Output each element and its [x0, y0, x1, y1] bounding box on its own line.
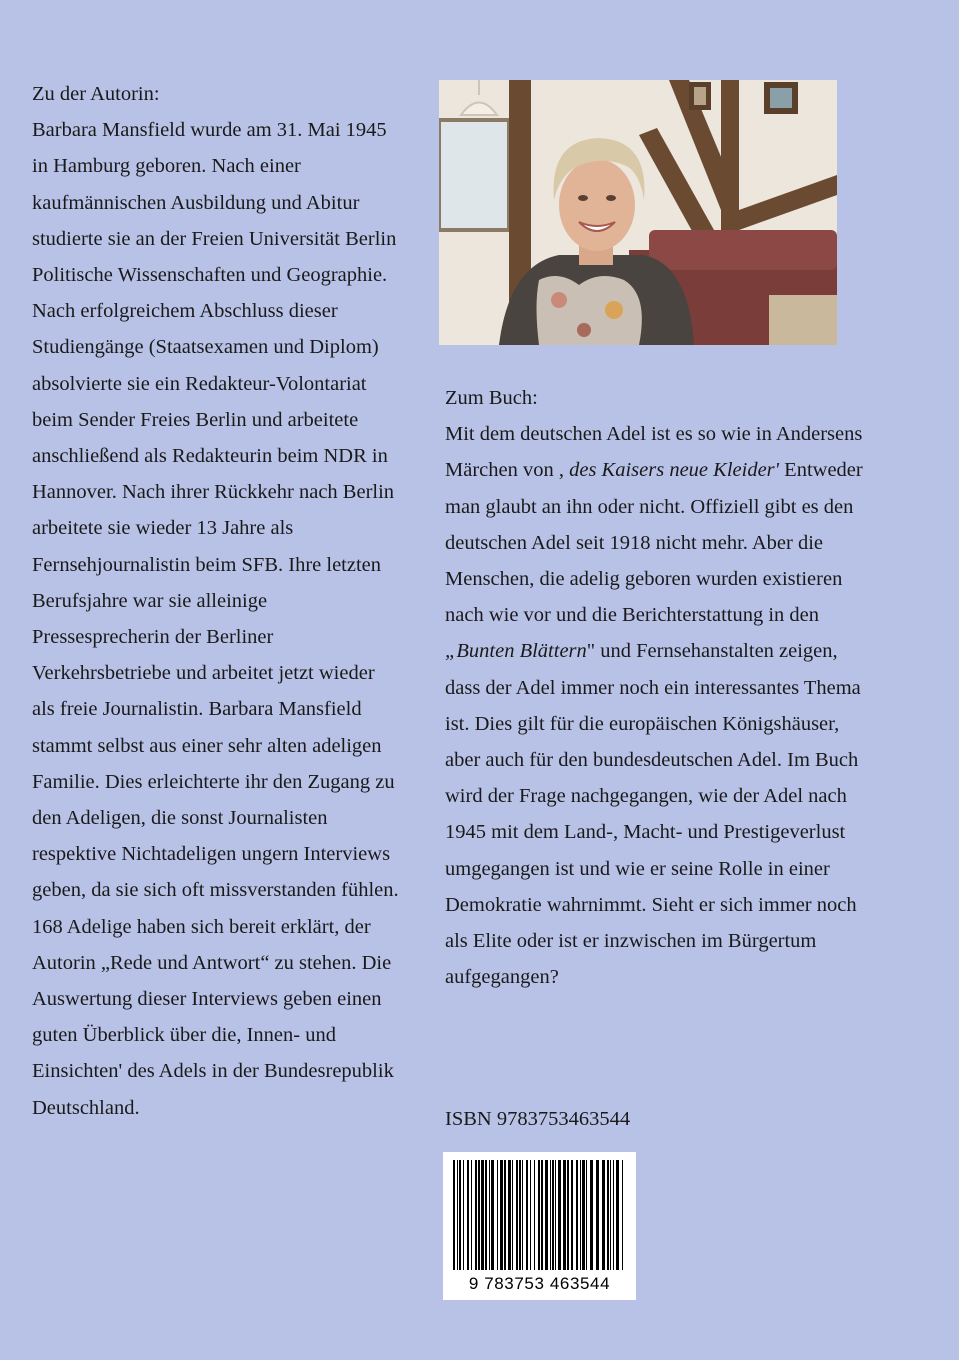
barcode-bar	[467, 1160, 469, 1270]
bunte-blaetter-reference: „Bunten Blättern	[445, 640, 587, 663]
barcode-bar	[613, 1160, 614, 1270]
author-text: Barbara Mansfield wurde am 31. Mai 1945 in Hamburg geboren. Nach einer kaufmännischen Ausbildung und Abitur studierte sie an der Freien Universität Berlin Politische Wissenschaften und Geographie. Nach erfolgreichem Abschluss dieser Studiengänge (Staatsexamen und Diplom) absolvierte sie ein Redakteur-Volontariat beim Sender Freies Berlin und arbeitete anschließend als Redakteurin beim NDR in Hannover. Nach ihrer Rückkehr nach Berlin arbeitete sie wieder 13 Jahre als Fernsehjournalistin beim SFB. Ihre letzten Berufsjahre war sie alleinige Pressesprecherin der Berliner Verkehrsbetriebe und arbeitet jetzt wieder als freie Journalistin. Barbara Mansfield stammt selbst aus einer sehr alten adeligen Familie. Dies erleichterte ihr den Zugang zu den Adeligen, die sonst Journalisten respektive Nichtadeligen ungern Interviews geben, da sie sich oft missverstanden fühlen. 168 Adelige haben sich bereit erklärt, der Autorin „Rede und Antwort“ zu stehen. Die Auswertung dieser Interviews geben einen guten Überblick über die, Innen- und Einsichten' des Adels in der Bundesrepublik Deutschland.	[32, 119, 399, 1119]
barcode-bar	[555, 1160, 556, 1270]
barcode-bar	[622, 1160, 623, 1270]
barcode-bar	[453, 1160, 455, 1270]
barcode-bar	[471, 1160, 472, 1270]
barcode-bar	[485, 1160, 487, 1270]
barcode-bar	[552, 1160, 554, 1270]
barcode-bar	[491, 1160, 494, 1270]
barcode-bar	[607, 1160, 609, 1270]
barcode-bar	[459, 1160, 461, 1270]
barcode-bar	[558, 1160, 561, 1270]
barcode-bar	[567, 1160, 569, 1270]
barcode-digits: 9 783753 463544	[468, 1274, 611, 1293]
barcode-bar	[576, 1160, 578, 1270]
barcode-bar	[497, 1160, 498, 1270]
barcode-bar	[526, 1160, 528, 1270]
barcode-bar	[610, 1160, 611, 1270]
barcode-bar	[541, 1160, 543, 1270]
barcode-bar	[590, 1160, 593, 1270]
barcode-bar	[534, 1160, 535, 1270]
barcode-bar	[516, 1160, 518, 1270]
barcode-bar	[545, 1160, 548, 1270]
barcode-bar	[580, 1160, 581, 1270]
book-title-reference: des Kaisers neue Kleider'	[569, 459, 780, 482]
barcode-bar	[512, 1160, 513, 1270]
barcode-bar	[457, 1160, 458, 1270]
book-description	[445, 416, 865, 995]
isbn-barcode	[443, 1152, 636, 1300]
barcode-bar	[563, 1160, 566, 1270]
author-section	[32, 76, 402, 1126]
barcode-bar	[519, 1160, 521, 1270]
author-heading: Zu der Autorin:	[32, 83, 160, 105]
book-text-part1: Mit dem deutschen Adel ist es so wie in Andersens Märchen von ,	[445, 423, 863, 482]
barcode-bar	[478, 1160, 480, 1270]
barcode-bar	[586, 1160, 587, 1270]
barcode-bar	[500, 1160, 503, 1270]
barcode-bar	[463, 1160, 464, 1270]
barcode-bar	[602, 1160, 605, 1270]
barcode-bar	[522, 1160, 523, 1270]
barcode-bar	[571, 1160, 573, 1270]
book-text-part3: " und Fernsehanstalten zeigen, dass der Adel immer noch ein interessantes Thema ist. Dies gilt für die europäischen Königshäuser, aber auch für den bundesdeutschen Adel. Im Buch wird der Frage nachgegangen, wie der Adel nach 1945 mit dem Land-, Macht- und Prestigeverlust umgegangen ist und wie er seine Rolle in einer Demokratie wahrnimmt. Sieht er sich immer noch als Elite oder ist er inzwischen im Bürgertum aufgegangen?	[445, 640, 861, 989]
book-text-part2: Entweder man glaubt an ihn oder nicht. Offiziell gibt es den deutschen Adel seit 1918 nicht mehr. Aber die Menschen, die adelig geboren wurden existieren nach wie vor und die Berichterstattung in den	[445, 459, 863, 627]
barcode-bar	[582, 1160, 585, 1270]
barcode-bar	[508, 1160, 511, 1270]
barcode-bar	[538, 1160, 540, 1270]
barcode-bar	[550, 1160, 551, 1270]
author-photo	[439, 80, 837, 345]
isbn-label: ISBN 9783753463544	[445, 1108, 631, 1130]
book-heading: Zum Buch:	[445, 387, 538, 409]
barcode-bar	[616, 1160, 619, 1270]
barcode-bar	[596, 1160, 599, 1270]
barcode-bar	[489, 1160, 490, 1270]
barcode-bar	[530, 1160, 531, 1270]
barcode-bar	[475, 1160, 477, 1270]
barcode-bar	[481, 1160, 484, 1270]
book-section	[445, 380, 865, 995]
barcode-bar	[504, 1160, 506, 1270]
